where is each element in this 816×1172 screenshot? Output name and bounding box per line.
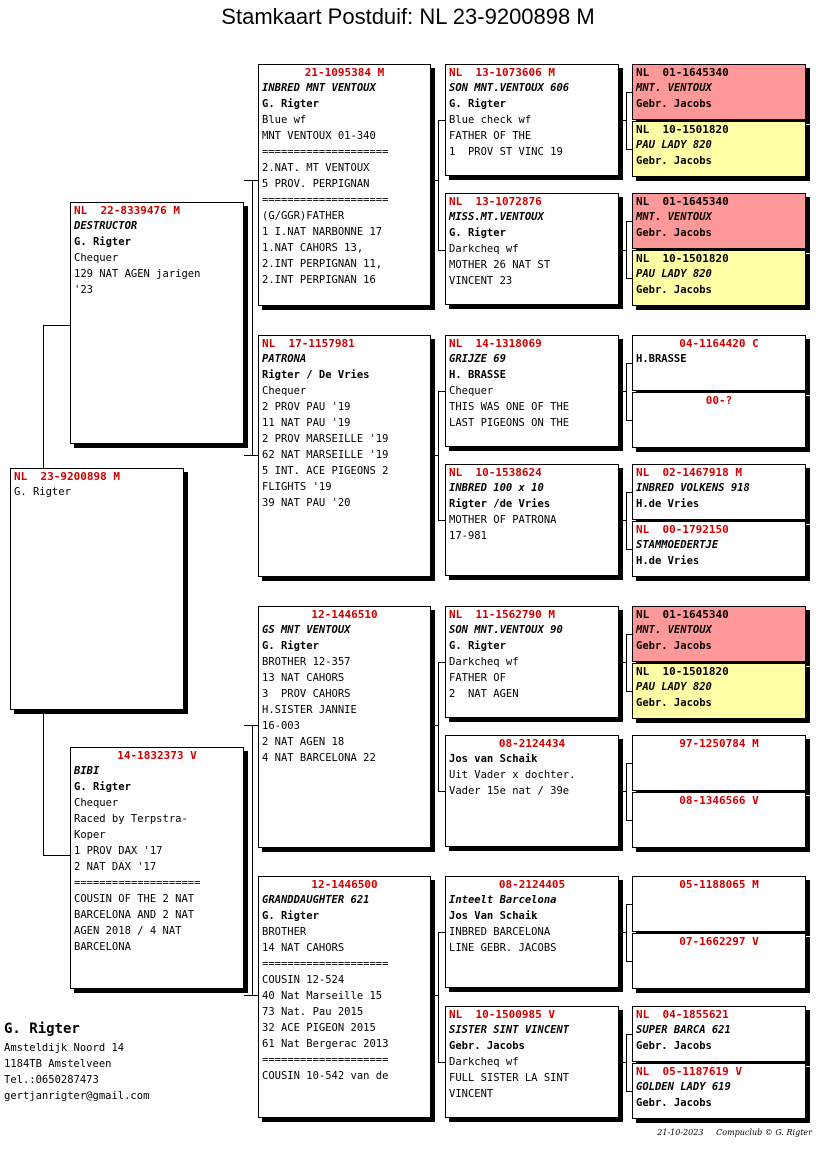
breeder-name: Gebr. Jacobs [636,227,712,239]
pigeon-note: Chequer [449,385,494,397]
pigeon-name: SUPER BARCA 621 [636,1024,731,1036]
pigeon-note: 2.INT PERPIGNAN 11, [262,258,383,270]
pigeon-name: PAU LADY 820 [636,139,712,151]
breeder-name: G. Rigter [74,781,131,793]
ring-number: NL 22-8339476 M [74,204,180,217]
pigeon-note: 61 Nat Bergerac 2013 [262,1038,389,1050]
pigeon-note: Chequer [74,797,119,809]
connector-line [244,180,258,181]
connector-line [244,455,258,456]
pigeon-note: ==================== [262,958,389,970]
ring-number: NL 13-1072876 [449,195,542,208]
pigeon-note: 2 PROV MARSEILLE '19 [262,433,389,445]
pigeon-note: THIS WAS ONE OF THE [449,401,570,413]
ring-number: NL 10-1501820 [636,665,729,678]
pigeon-note: '23 [74,284,93,296]
ring-number: NL 00-1792150 [636,523,729,536]
owner-info [4,1018,149,1104]
pigeon-note: FATHER OF THE [449,130,532,142]
pigeon-note: VINCENT 23 [449,275,513,287]
pigeon-note: 2 NAT DAX '17 [74,861,157,873]
ring-number: NL 01-1645340 [636,608,729,621]
owner-name: G. Rigter [4,1021,80,1037]
pigeon-name: MNT. VENTOUX [636,624,712,636]
connector-line [431,180,438,181]
pigeon-name: INBRED MNT VENTOUX [262,82,376,94]
pigeon-card[interactable] [445,335,619,447]
connector-line [626,1034,627,1091]
connector-line [619,120,626,121]
pigeon-note: 1.NAT CAHORS 13, [262,242,364,254]
pigeon-card[interactable] [632,1006,806,1062]
breeder-name: G. Rigter [262,640,319,652]
pigeon-note: Chequer [262,385,307,397]
pigeon-note: MOTHER OF PATRONA [449,514,557,526]
connector-line [43,325,70,326]
breeder-name: G. Rigter [449,227,506,239]
breeder-name: Gebr. Jacobs [636,697,712,709]
breeder-name: G. Rigter [262,910,319,922]
pigeon-name: GRIJZE 69 [449,353,506,365]
pigeon-name: INBRED 100 x 10 [449,482,544,494]
pigeon-note: Koper [74,829,106,841]
owner-address-city: 1184TB Amstelveen [4,1058,112,1070]
pigeon-note: MOTHER 26 NAT ST [449,259,551,271]
connector-line [438,932,445,933]
pigeon-note: 2 NAT AGEN [449,688,519,700]
pigeon-note: 5 PROV. PERPIGNAN [262,178,370,190]
pigeon-note: 11 NAT PAU '19 [262,417,351,429]
ring-number: NL 05-1187619 V [636,1065,742,1078]
pigeon-card[interactable] [258,606,431,848]
pigeon-name: PAU LADY 820 [636,268,712,280]
pigeon-card[interactable] [70,747,244,989]
pigeon-note: 73 Nat. Pau 2015 [262,1006,364,1018]
connector-line [43,710,44,855]
pigeon-card[interactable] [632,876,806,932]
connector-line [619,1062,626,1063]
pigeon-note: BARCELONA [74,941,131,953]
connector-line [244,725,258,726]
pigeon-note: Chequer [74,252,119,264]
pigeon-card[interactable] [632,121,806,177]
connector-line [244,995,258,996]
ring-number: 12-1446500 [311,878,378,891]
pigeon-note: 13 NAT CAHORS [262,672,345,684]
connector-line [431,725,438,726]
pigeon-name: INBRED VOLKENS 918 [636,482,750,494]
pigeon-name: MNT. VENTOUX [636,211,712,223]
connector-line [626,634,627,691]
breeder-name: H.BRASSE [636,353,687,365]
pigeon-note: ==================== [262,146,389,158]
pigeon-note: H.SISTER JANNIE [262,704,357,716]
footer [0,1128,812,1137]
pigeon-name: GOLDEN LADY 619 [636,1081,731,1093]
connector-line [438,662,445,663]
connector-line [626,904,627,961]
pigeon-card[interactable] [10,468,184,710]
breeder-name: G. Rigter [74,236,131,248]
connector-line [438,520,445,521]
pigeon-note: ==================== [262,1054,389,1066]
pigeon-card[interactable] [258,64,431,306]
ring-number: NL 10-1501820 [636,252,729,265]
pigeon-note: BARCELONA AND 2 NAT [74,909,195,921]
pigeon-card[interactable] [632,250,806,306]
ring-number: 08-2124434 [498,737,566,750]
pigeon-note: 39 NAT PAU '20 [262,497,351,509]
pigeon-name: SON MNT.VENTOUX 606 [449,82,570,94]
breeder-name: Gebr. Jacobs [636,1097,712,1109]
pigeon-card[interactable] [258,335,431,577]
pigeon-note: 1 PROV ST VINC 19 [449,146,563,158]
pigeon-note: 16-003 [262,720,300,732]
pigeon-name: PAU LADY 820 [636,681,712,693]
breeder-name: H. BRASSE [449,369,506,381]
connector-line [438,120,445,121]
ring-number: NL 23-9200898 M [14,470,120,483]
pigeon-note: 32 ACE PIGEON 2015 [262,1022,376,1034]
ring-number: NL 10-1538624 [449,466,542,479]
pigeon-note: Darkcheq wf [449,656,519,668]
pigeon-name: DESTRUCTOR [74,220,138,232]
pigeon-card[interactable] [632,193,806,249]
pigeon-note: COUSIN 10-542 van de [262,1070,389,1082]
pigeon-note: ==================== [262,194,389,206]
pigeon-card[interactable] [632,392,806,448]
pigeon-name: SON MNT.VENTOUX 90 [449,624,563,636]
pigeon-name: GS MNT VENTOUX [262,624,351,636]
ring-number: 04-1164420 C [679,337,759,350]
connector-line [431,995,438,996]
connector-line [252,180,253,455]
pigeon-note: LAST PIGEONS ON THE [449,417,570,429]
pigeon-note: 62 NAT MARSEILLE '19 [262,449,389,461]
ring-number: NL 04-1855621 [636,1008,729,1021]
breeder-name: Rigter /de Vries [449,498,551,510]
connector-line [626,363,627,420]
pigeon-note: 5 INT. ACE PIGEONS 2 [262,465,389,477]
pigeon-card[interactable] [445,876,619,988]
breeder-name: H.de Vries [636,555,700,567]
pigeon-note: VINCENT [449,1088,494,1100]
owner-address-street: Amsteldijk Noord 14 [4,1042,125,1054]
pigeon-note: Darkcheq wf [449,1056,519,1068]
breeder-name: Gebr. Jacobs [636,155,712,167]
connector-line [438,120,439,250]
pigeon-note: INBRED BARCELONA [449,926,551,938]
ring-number: 14-1832373 V [117,749,197,762]
connector-line [626,92,627,149]
ring-number: NL 01-1645340 [636,66,729,79]
pigeon-note: Vader 15e nat / 39e [449,785,570,797]
pigeon-name: Inteelt Barcelona [449,894,557,906]
connector-line [619,791,626,792]
pigeon-note: Blue check wf [449,114,532,126]
pigeon-note: 1 I.NAT NARBONNE 17 [262,226,383,238]
connector-line [626,492,627,549]
pigeon-card[interactable] [445,606,619,718]
breeder-name: H.de Vries [636,498,700,510]
connector-line [438,1062,445,1063]
ring-number: 05-1188065 M [679,878,759,891]
ring-number: NL 17-1157981 [262,337,355,350]
ring-number: NL 14-1318069 [449,337,542,350]
pigeon-card[interactable] [258,876,431,1118]
pigeon-card[interactable] [445,1006,619,1118]
pigeon-note: MNT VENTOUX 01-340 [262,130,376,142]
pigeon-name: MISS.MT.VENTOUX [449,211,544,223]
pigeon-note: LINE GEBR. JACOBS [449,942,557,954]
breeder-name: Gebr. Jacobs [636,98,712,110]
ring-number: NL 11-1562790 M [449,608,555,621]
breeder-name: Jos van Schaik [449,753,538,765]
pigeon-card[interactable] [632,663,806,719]
print-date: 21-10-2023 [657,1128,704,1137]
breeder-name: G. Rigter [449,640,506,652]
connector-line [619,391,626,392]
pigeon-name: SISTER SINT VINCENT [449,1024,570,1036]
pigeon-note: COUSIN 12-524 [262,974,345,986]
ring-number: 12-1446510 [311,608,378,621]
connector-line [626,221,627,278]
breeder-name: G. Rigter [262,98,319,110]
pigeon-name: GRANDDAUGHTER 621 [262,894,370,906]
page-title: Stamkaart Postduif: NL 23-9200898 M [221,4,595,29]
pigeon-note: Blue wf [262,114,307,126]
ring-number: NL 01-1645340 [636,195,729,208]
pigeon-card[interactable] [632,464,806,520]
pigeon-note: Uit Vader x dochter. [449,769,576,781]
breeder-name: Gebr. Jacobs [636,284,712,296]
connector-line [438,791,445,792]
pigeon-note: ==================== [74,877,201,889]
pigeon-card[interactable] [70,202,244,444]
owner-email: gertjanrigter@gmail.com [4,1090,150,1102]
pigeon-card[interactable] [632,933,806,989]
pigeon-note: FLIGHTS '19 [262,481,332,493]
breeder-name: Rigter / De Vries [262,369,370,381]
pigeon-note: AGEN 2018 / 4 NAT [74,925,182,937]
pigeon-card[interactable] [632,606,806,662]
connector-line [619,932,626,933]
ring-number: NL 10-1501820 [636,123,729,136]
pigeon-card[interactable] [632,521,806,577]
connector-line [252,725,253,995]
ring-number: 08-1346566 V [679,794,759,807]
connector-line [43,855,70,856]
ring-number: 08-2124405 [498,878,566,891]
pigeon-note: 1 PROV DAX '17 [74,845,163,857]
ring-number: NL 13-1073606 M [449,66,555,79]
ring-number: NL 02-1467918 M [636,466,742,479]
pigeon-note: Darkcheq wf [449,243,519,255]
pigeon-note: 40 Nat Marseille 15 [262,990,383,1002]
pigeon-name: BIBI [74,765,100,777]
pigeon-name: MNT. VENTOUX [636,82,712,94]
pigeon-card[interactable] [632,335,806,391]
ring-number: NL 10-1500985 V [449,1008,555,1021]
connector-line [619,662,626,663]
pigeon-note: 17-981 [449,530,487,542]
pigeon-card[interactable] [632,792,806,848]
pigeon-card[interactable] [632,1063,806,1119]
pigeon-note: COUSIN OF THE 2 NAT [74,893,195,905]
connector-line [43,325,44,468]
pigeon-note: 2 PROV PAU '19 [262,401,351,413]
breeder-name: Gebr. Jacobs [636,1040,712,1052]
connector-line [438,391,445,392]
pigeon-card[interactable] [632,735,806,791]
owner-phone: Tel.:0650287473 [4,1074,99,1086]
ring-number: 21-1095384 M [304,66,385,79]
pigeon-name: PATRONA [262,353,307,365]
ring-number: 97-1250784 M [679,737,759,750]
pigeon-note: Raced by Terpstra- [74,813,188,825]
connector-line [438,391,439,520]
ring-number: 07-1662297 V [679,935,759,948]
connector-line [438,662,439,791]
connector-line [431,455,438,456]
ring-number: 00-? [705,394,733,407]
pigeon-card[interactable] [445,464,619,576]
pigeon-card[interactable] [445,193,619,305]
breeder-name: Gebr. Jacobs [449,1040,525,1052]
pigeon-note: 129 NAT AGEN jarigen [74,268,201,280]
connector-line [619,250,626,251]
footer-credit: Compuclub © G. Rigter [716,1128,812,1137]
connector-line [626,763,627,820]
pigeon-note: FATHER OF [449,672,506,684]
breeder-name: G. Rigter [449,98,506,110]
pigeon-note: 2.INT PERPIGNAN 16 [262,274,376,286]
pigeon-note: BROTHER 12-357 [262,656,351,668]
pigeon-card[interactable] [632,64,806,120]
pigeon-note: 4 NAT BARCELONA 22 [262,752,376,764]
pigeon-card[interactable] [445,735,619,847]
pigeon-note: G. Rigter [14,486,71,498]
pigeon-card[interactable] [445,64,619,176]
breeder-name: Jos Van Schaik [449,910,538,922]
connector-line [438,250,445,251]
pigeon-note: FULL SISTER LA SINT [449,1072,570,1084]
connector-line [438,932,439,1062]
pigeon-note: (G/GGR)FATHER [262,210,345,222]
pigeon-name: STAMMOEDERTJE [636,539,719,551]
pigeon-note: 3 PROV CAHORS [262,688,351,700]
pigeon-note: 2 NAT AGEN 18 [262,736,345,748]
pigeon-note: BROTHER [262,926,307,938]
pigeon-note: 2.NAT. MT VENTOUX [262,162,370,174]
connector-line [619,520,626,521]
breeder-name: Gebr. Jacobs [636,640,712,652]
pigeon-note: 14 NAT CAHORS [262,942,345,954]
